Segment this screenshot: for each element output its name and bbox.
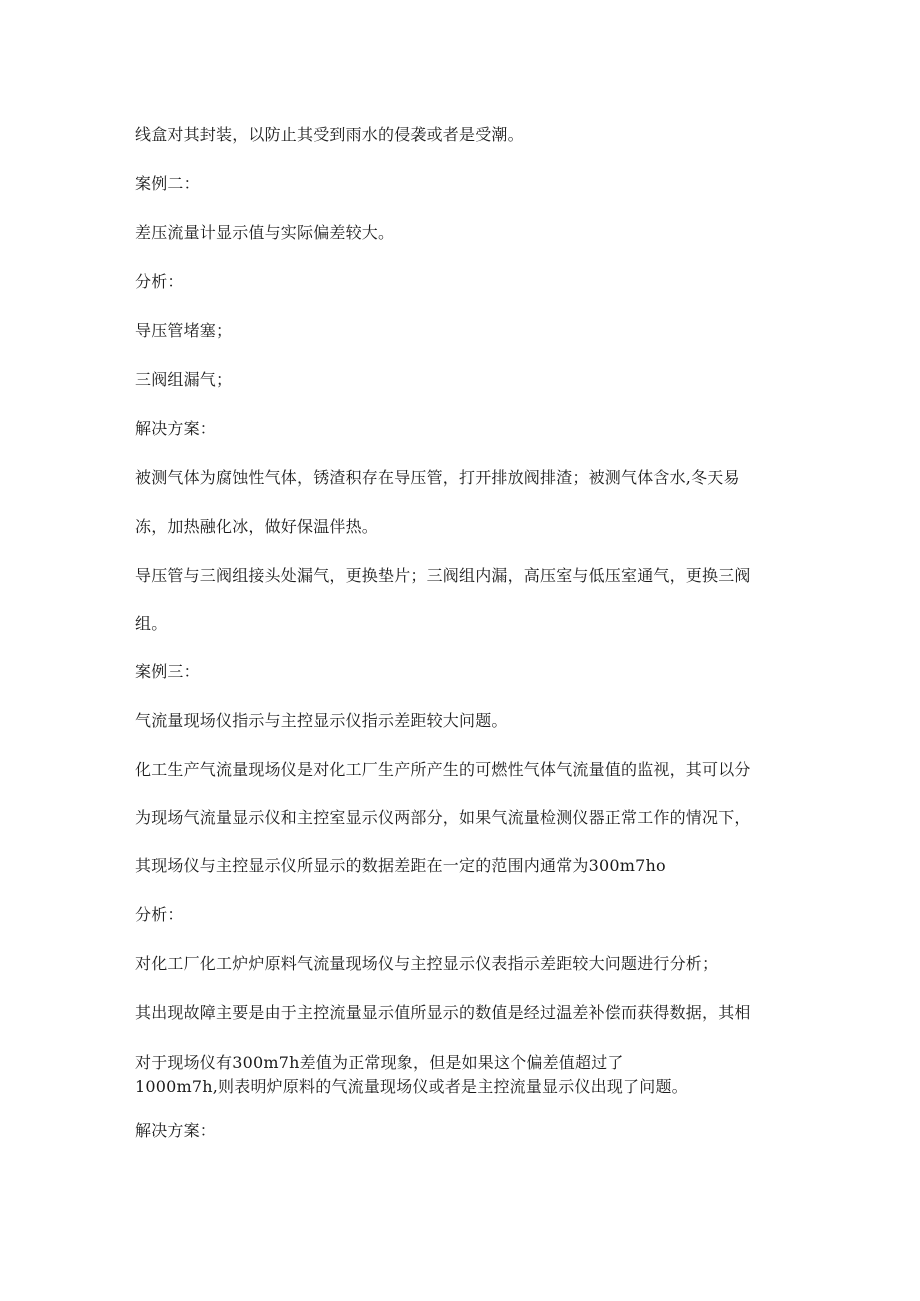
paragraph-line: 对化工厂化工炉炉原料气流量现场仪与主控显示仪表指示差距较大问题进行分析； — [135, 954, 719, 973]
paragraph-line: 组。 — [135, 614, 168, 633]
section-heading: 解决方案： — [135, 1121, 217, 1140]
section-heading: 解决方案： — [135, 419, 217, 438]
paragraph-line: 导压管堵塞； — [135, 321, 233, 340]
paragraph-line: 其出现故障主要是由于主控流量显示值所显示的数值是经过温差补偿而获得数据，其相 — [135, 1003, 751, 1022]
paragraph-line: 气流量现场仪指示与主控显示仪指示差距较大问题。 — [135, 711, 508, 730]
paragraph-line: 冻，加热融化冰，做好保温伴热。 — [135, 517, 379, 536]
paragraph-line: 差压流量计显示值与实际偏差较大。 — [135, 223, 395, 242]
paragraph-line: 导压管与三阀组接头处漏气，更换垫片；三阀组内漏，高压室与低压室通气，更换三阀 — [135, 566, 751, 585]
case-heading: 案例二： — [135, 174, 200, 193]
section-heading: 分析： — [135, 905, 184, 924]
paragraph-line: 其现场仪与主控显示仪所显示的数据差距在一定的范围内通常为300m7ho — [135, 856, 666, 875]
paragraph-line: 被测气体为腐蚀性气体，锈渣积存在导压管，打开排放阀排渣；被测气体含水,冬天易 — [135, 468, 740, 487]
paragraph-line: 三阀组漏气； — [135, 370, 233, 389]
case-heading: 案例三： — [135, 662, 200, 681]
paragraph-line: 对于现场仪有300m7h差值为正常现象，但是如果这个偏差值超过了 — [135, 1053, 624, 1072]
paragraph-line: 化工生产气流量现场仪是对化工厂生产所产生的可燃性气体气流量值的监视，其可以分 — [135, 760, 751, 779]
paragraph-line: 1000m7h,则表明炉原料的气流量现场仪或者是主控流量显示仪出现了问题。 — [135, 1077, 688, 1096]
section-heading: 分析： — [135, 272, 184, 291]
paragraph-line: 为现场气流量显示仪和主控室显示仪两部分，如果气流量检测仪器正常工作的情况下， — [135, 808, 751, 827]
paragraph-line: 线盒对其封装，以防止其受到雨水的侵袭或者是受潮。 — [135, 125, 524, 144]
